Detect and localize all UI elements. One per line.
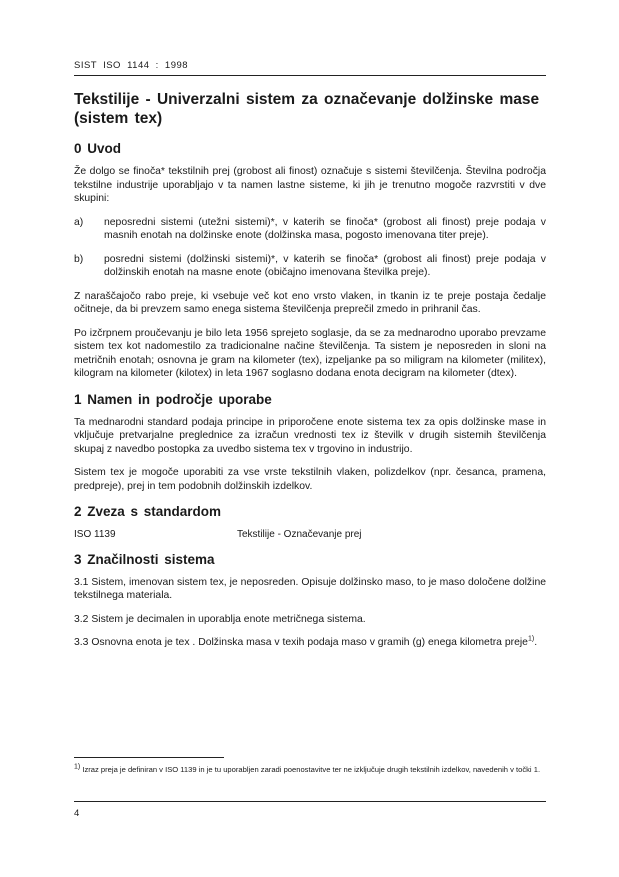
- scope-paragraph-1: Ta mednarodni standard podaja principe in priporočene enote sistema tex za opis dolžinske mase in vključuje pretvarjalne preglednice za izračun vrednosti tex iz številk v drugih sistemih številčenja skupaj z navedbo postopka za uvedbo sistema tex v trgovino in industrijo.: [74, 416, 546, 455]
- section-0-heading: 0 Uvod: [74, 141, 122, 156]
- reference-title: Tekstilije - Označevanje prej: [237, 529, 362, 540]
- intro-paragraph-2: Z naraščajočo rabo preje, ki vsebuje več kot eno vrsto vlaken, in tkanin iz te preje postaja čedalje očitneje, da bi prevzem samo enega sistema številčenja preprečil zmedo in prihranil čas.: [74, 290, 546, 315]
- reference-code: ISO 1139: [74, 529, 116, 540]
- section-2-heading: 2 Zveza s standardom: [74, 504, 222, 519]
- section-3-heading: 3 Značilnosti sistema: [74, 551, 215, 567]
- scope-paragraph-2: Sistem tex je mogoče uporabiti za vse vrste tekstilnih vlaken, polizdelkov (npr. česanca, pramena, predpreje), prej in tem podobnih dolžinskih izdelkov.: [74, 467, 546, 492]
- page-content: [74, 90, 546, 660]
- page-number: 4: [74, 808, 80, 819]
- list-marker: a): [74, 216, 84, 228]
- section-1-heading: 1 Namen in področje uporabe: [74, 391, 272, 407]
- document-id: SIST ISO 1144 : 1998: [74, 60, 189, 71]
- intro-paragraph-3: Po izčrpnem proučevanju je bilo leta 1956 sprejeto soglasje, da se za mednarodno uporabo prevzame sistem tex kot nadomestilo za tradicionalne načine številčenja. Ta sistem je neposreden in sloni na metričnih enotah; osnovna je gram na kilometer (tex), izpeljanke pa so miligram na kilometer (militex), kilogram na kilometer (kilotex) in leta 1967 soglasno dodana enota decigram na kilometer (dtex).: [74, 327, 546, 379]
- header-rule: [74, 75, 546, 76]
- list-item-b: [74, 253, 546, 280]
- footer-rule: [74, 801, 546, 802]
- footnote-rule: [74, 757, 224, 758]
- clause-3-1: 3.1 Sistem, imenovan sistem tex, je neposreden. Opisuje dolžinsko maso, to je maso določene dolžine tekstilnega materiala.: [74, 576, 546, 601]
- footnote-ref: 1): [527, 635, 535, 643]
- clause-3-2: 3.2 Sistem je decimalen in uporablja enote metričnega sistema.: [74, 613, 366, 625]
- clause-3-3-end: .: [534, 637, 538, 648]
- footnote-marker: 1): [74, 763, 81, 771]
- list-text: neposredni sistemi (utežni sistemi)*, v katerih se finoča* (grobost ali finost) preje podaja v masnih enotah na dolžinske enote (dolžinska masa, pogosto imenovana titer preje).: [104, 216, 546, 241]
- footnote-text: Izraz preja je definiran v ISO 1139 in je tu uporabljen zaradi poenostavitve ter ne izključuje drugih tekstilnih izdelkov, navedenih v točki 1.: [82, 765, 541, 774]
- list-text: posredni sistemi (dolžinski sistemi)*, v katerih se finoča* (grobost ali finost) preje podaja v dolžinskih enotah na masne enote (običajno imenovana številka preje).: [104, 253, 546, 278]
- footnote: [74, 764, 546, 777]
- clause-3-3: [74, 636, 546, 650]
- normative-reference: [74, 528, 546, 542]
- intro-paragraph-1: Že dolgo se finoča* tekstilnih prej (grobost ali finost) označuje s sistemi številčenja. Številna področja tekstilne industrije uporabljajo v ta namen lastne sisteme, ki jih je trenutno mogoče razvrstiti v dve skupini:: [74, 166, 546, 204]
- clause-3-3-text: 3.3 Osnovna enota je tex . Dolžinska masa v texih podaja maso v gramih (g) enega kilometra preje: [74, 637, 528, 648]
- document-title: Tekstilije - Univerzalni sistem za označevanje dolžinske mase (sistem tex): [74, 91, 540, 127]
- list-item-a: [74, 216, 546, 243]
- list-marker: b): [74, 253, 84, 265]
